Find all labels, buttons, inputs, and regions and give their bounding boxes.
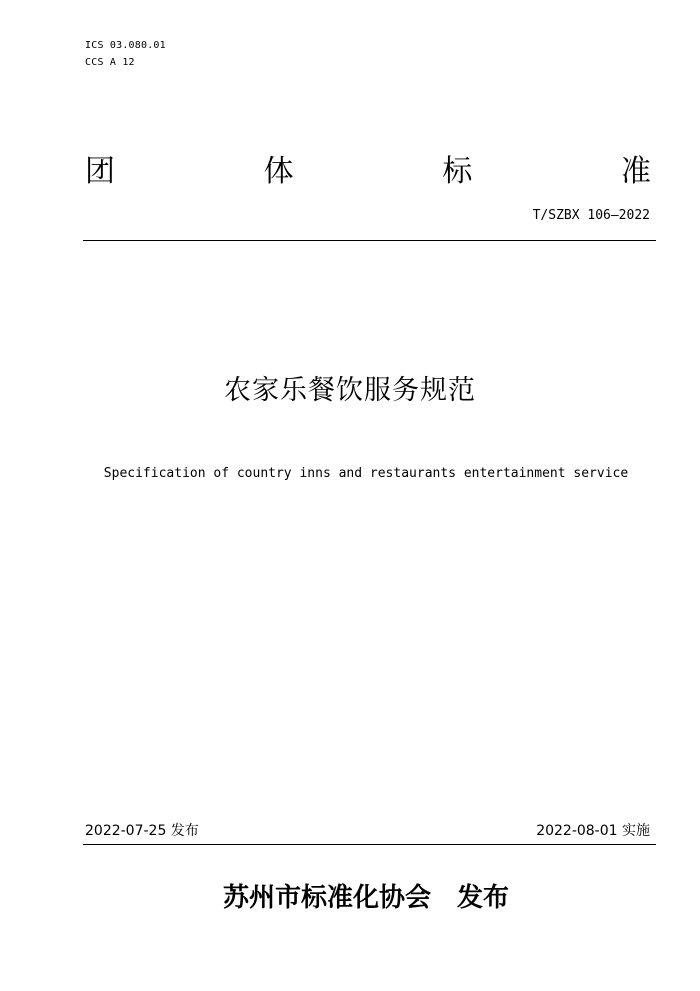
ccs-code: CCS A 12 bbox=[85, 57, 135, 68]
title-english: Specification of country inns and restaurants entertainment service bbox=[103, 466, 629, 481]
standard-type-char: 标 bbox=[442, 154, 473, 189]
standard-type-char: 准 bbox=[620, 154, 651, 189]
bottom-divider bbox=[83, 844, 656, 845]
publisher-line bbox=[0, 880, 700, 916]
issue-date: 2022-07-25 发布 bbox=[85, 823, 199, 839]
ics-code: ICS 03.080.01 bbox=[85, 40, 166, 51]
standard-type-char: 体 bbox=[263, 154, 294, 189]
standard-type-heading bbox=[85, 152, 651, 192]
implementation-date: 2022-08-01 实施 bbox=[536, 823, 650, 839]
title-chinese: 农家乐餐饮服务规范 bbox=[224, 375, 476, 406]
standard-type-char: 团 bbox=[85, 154, 115, 189]
publisher-action: 发布 bbox=[457, 883, 510, 913]
publisher-org: 苏州市标准化协会 bbox=[222, 883, 431, 913]
standard-number: T/SZBX 106—2022 bbox=[532, 208, 650, 223]
top-divider bbox=[83, 240, 656, 241]
classification-codes bbox=[85, 37, 166, 71]
